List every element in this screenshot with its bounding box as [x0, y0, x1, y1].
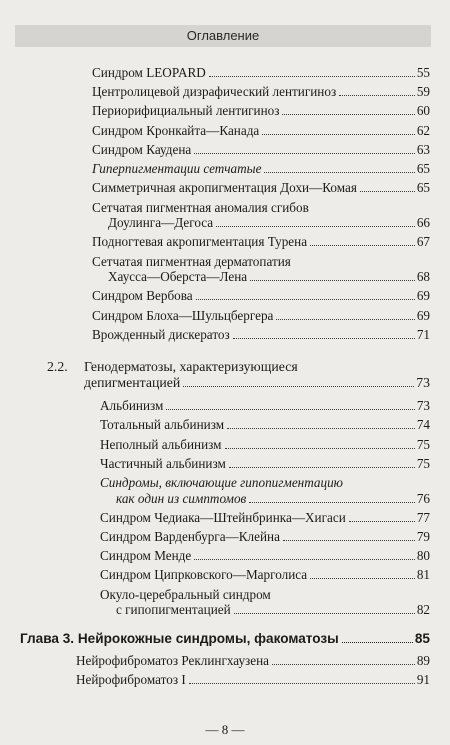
toc-entry-page: 69 [416, 307, 430, 323]
toc-entry-title: Альбинизм [100, 398, 164, 414]
toc-entry-title: Синдром Ципрковского—Марголиса [100, 567, 308, 583]
toc-entry-title-line1: Окуло-церебральный синдром [100, 586, 271, 602]
toc-entry [108, 269, 430, 285]
toc-entry [84, 375, 430, 391]
toc-entry-title-line1: Сетчатая пигментная дерматопатия [92, 253, 291, 269]
toc-entry-page: 81 [416, 567, 430, 583]
toc-entry-page: 65 [416, 180, 430, 196]
toc-entry-page: 66 [416, 215, 430, 231]
toc-entry-title: Тотальный альбинизм [100, 417, 225, 433]
toc-entry-title: Подногтевая акропигментация Турена [92, 234, 308, 250]
toc-entry-title: Синдром Каудена [92, 141, 192, 157]
toc-entry [92, 288, 430, 304]
toc-entry-title: Синдром Чедиака—Штейнбринка—Хигаси [100, 509, 346, 525]
toc-entry-page: 82 [416, 602, 430, 618]
toc-entry-page: 63 [416, 141, 430, 157]
toc-entry [100, 437, 430, 453]
toc-entry [92, 308, 430, 324]
toc-entry-page: 65 [416, 161, 430, 177]
toc-entry [100, 456, 430, 472]
toc-entry-page: 73 [416, 398, 430, 414]
toc-entry-title: Хаусса—Оберста—Лена [108, 269, 248, 284]
toc-entry-title: Синдром Менде [100, 548, 192, 564]
toc-entry-title: Доулинга—Дегоса [108, 215, 214, 231]
toc-entry-title: Частичный альбинизм [100, 455, 226, 471]
toc-entry [92, 103, 430, 119]
toc-entry-title: Нейрофиброматоз Реклингхаузена [76, 652, 270, 668]
toc-section-title-line1: Генодерматозы, характеризующиеся [84, 358, 298, 374]
toc-entry-page: 75 [416, 455, 430, 471]
toc-entry-page: 69 [416, 288, 430, 304]
toc-entry-title: с гипопигментацией [116, 602, 231, 618]
toc-entry [92, 180, 430, 196]
toc-section-number: 2.2. [47, 358, 68, 374]
toc-entry [92, 327, 430, 343]
toc-entry-page: 74 [416, 417, 430, 433]
toc-section-title: депигментацией [84, 375, 181, 391]
toc-entry-page: 55 [416, 65, 430, 80]
toc-entry-title: Гиперпигментации сетчатые [92, 161, 262, 177]
toc-entry-title: Нейрофиброматоз I [76, 671, 186, 687]
toc-entry-page: 89 [416, 652, 430, 668]
toc-entry [76, 672, 430, 688]
toc-entry [92, 65, 430, 81]
toc-entry [116, 491, 430, 507]
toc-entry [100, 548, 430, 564]
toc-entry-title: Синдром Варденбурга—Клейна [100, 528, 280, 544]
toc-entry-page: 76 [416, 490, 430, 506]
toc-entry-title: Центролицевой дизрафический лентигиноз [92, 84, 337, 100]
toc-entry [92, 161, 430, 177]
toc-entry-page: 62 [416, 122, 430, 138]
toc-entry [76, 653, 430, 669]
toc-entry-page: 91 [416, 671, 430, 687]
toc-entry-page: 71 [416, 326, 430, 342]
toc-entry-page: 79 [416, 528, 430, 544]
toc-entry [100, 417, 430, 433]
toc-entry-page: 73 [416, 375, 430, 391]
page-number: — 8 — [205, 722, 245, 737]
toc-entry-page: 59 [416, 84, 430, 100]
toc-entry-title: Симметричная акропигментация Дохи—Комая [92, 180, 357, 196]
toc-entry [100, 398, 430, 414]
toc-entry [100, 529, 430, 545]
toc-entry [108, 215, 430, 231]
running-header: Оглавление [15, 25, 431, 47]
toc-entry-page: 68 [416, 269, 430, 284]
toc-entry-title-line1: Сетчатая пигментная аномалия сгибов [92, 199, 309, 215]
toc-entry-title: Синдром Кронкайта—Канада [92, 122, 260, 138]
toc-entry-title: Врожденный дискератоз [92, 326, 230, 342]
toc-entry-title: Синдром Вербова [92, 288, 193, 304]
toc-entry-title: как один из симптомов [116, 490, 247, 506]
toc-entry-title: Периорифициальный лентигиноз [92, 103, 280, 119]
toc-entry [92, 123, 430, 139]
toc-entry-page: 60 [416, 103, 430, 119]
toc-entry [100, 567, 430, 583]
toc-entry-page: 67 [416, 234, 430, 250]
toc-entry-page: 85 [414, 630, 430, 646]
toc-entry-title: Синдром Блоха—Шульцбергера [92, 307, 274, 323]
toc-entry [92, 234, 430, 250]
toc-chapter [20, 631, 430, 647]
toc-entry-title: Неполный альбинизм [100, 436, 222, 452]
toc-entry-page: 80 [416, 548, 430, 564]
toc-entry-page: 75 [416, 436, 430, 452]
toc-chapter-title: Глава 3. Нейрокожные синдромы, факоматозы [20, 630, 339, 646]
toc-entry-page: 77 [416, 509, 430, 525]
toc-entry [92, 142, 430, 158]
toc-entry-title-line1: Синдромы, включающие гипопигментацию [100, 474, 343, 490]
toc-entry [116, 602, 430, 618]
toc-entry-title: Синдром LEOPARD [92, 65, 206, 80]
toc-entry [100, 510, 430, 526]
toc-entry [92, 84, 430, 100]
